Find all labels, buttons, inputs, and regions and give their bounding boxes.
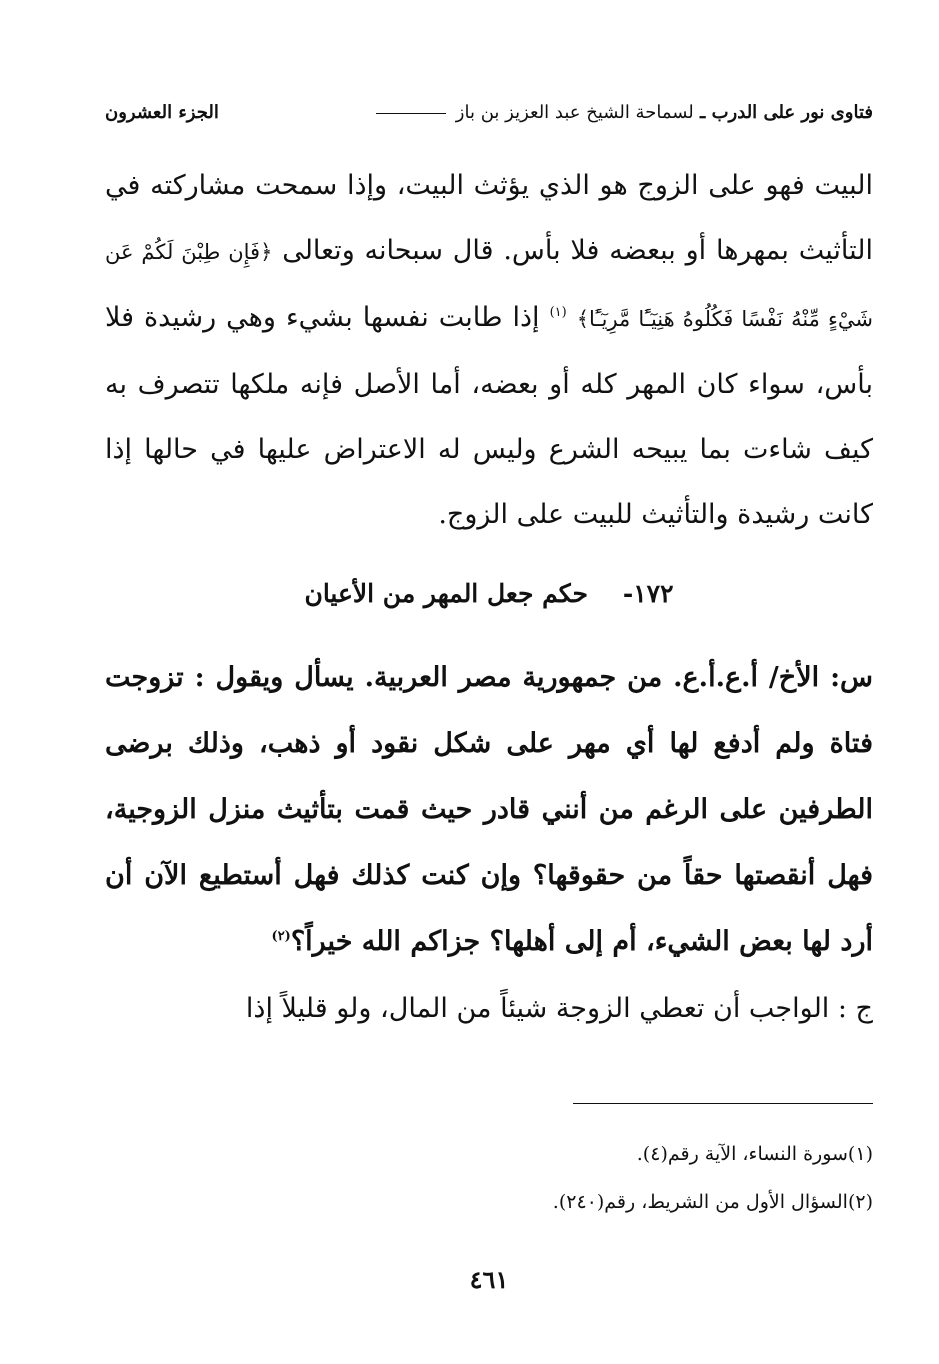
footnote-ref-1[interactable]: (١): [549, 305, 567, 320]
header-rule: [376, 113, 446, 114]
footnotes: [105, 1130, 873, 1226]
header-volume: الجزء العشرون: [105, 102, 219, 123]
header-book-title: فتاوى نور على الدرب: [711, 102, 873, 123]
header-author: لسماحة الشيخ عبد العزيز بن باز: [455, 102, 694, 123]
quran-verse: ﴿فَإِن طِبْنَ لَكُمْ عَن شَيْءٍ مِّنْهُ نَفْسًا فَكُلُوهُ هَنِيٓـًٔا مَّرِيٓـًٔا﴾: [105, 240, 873, 331]
question-text: س: الأخ/ أ.ع.أ.ع. من جمهورية مصر العربية. يسأل ويقول : تزوجت فتاة ولم أدفع لها أي مهر على شكل نقود أو ذهب، وذلك برضى الطرفين على الرغم من أنني قادر حيث قمت بتأثيث منزل الزوجية، فهل أنقصتها حقاً من حقوقها؟ وإن كنت كذلك فهل أستطيع الآن أن أرد لها بعض الشيء، أم إلى أهلها؟ جزاكم الله خيراً؟: [105, 662, 873, 957]
footnote-2: (٢)السؤال الأول من الشريط، رقم(٢٤٠).: [552, 1191, 873, 1213]
section-title: حكم جعل المهر من الأعيان: [304, 579, 589, 608]
question-paragraph: [105, 645, 873, 975]
paragraph-text-before-verse: البيت فهو على الزوج هو الذي يؤثث البيت، وإذا سمحت مشاركته في التأثيث بمهرها أو ببعضه فلا بأس. قال سبحانه وتعالى: [105, 170, 873, 266]
paragraph-text-after-verse: إذا طابت نفسها بشيء وهي رشيدة فلا بأس، سواء كان المهر كله أو بعضه، أما الأصل فإنه ملكها تتصرف به كيف شاءت بما يبيحه الشرع وليس له الاعتراض عليها في حالها إذا كانت رشيدة والتأثيث للبيت على الزوج.: [105, 302, 873, 530]
header-book-title-group: فتاوى نور على الدرب ـ لسماحة الشيخ عبد العزيز بن باز: [372, 102, 873, 123]
section-number: ١٧٢-: [622, 579, 674, 608]
footnote-ref-2[interactable]: (٢): [271, 929, 291, 944]
footnote-divider: [573, 1103, 873, 1104]
answer-text: ج : الواجب أن تعطي الزوجة شيئاً من المال، ولو قليلاً إذا: [245, 993, 873, 1024]
footnote-1: (١)سورة النساء، الآية رقم(٤).: [636, 1143, 873, 1165]
page-number: ٤٦١: [469, 1265, 509, 1294]
book-page: [105, 95, 873, 1325]
answer-paragraph: [105, 979, 873, 1039]
running-header: [105, 95, 873, 131]
section-heading: [105, 569, 873, 619]
paragraph-continuation: [105, 153, 873, 547]
